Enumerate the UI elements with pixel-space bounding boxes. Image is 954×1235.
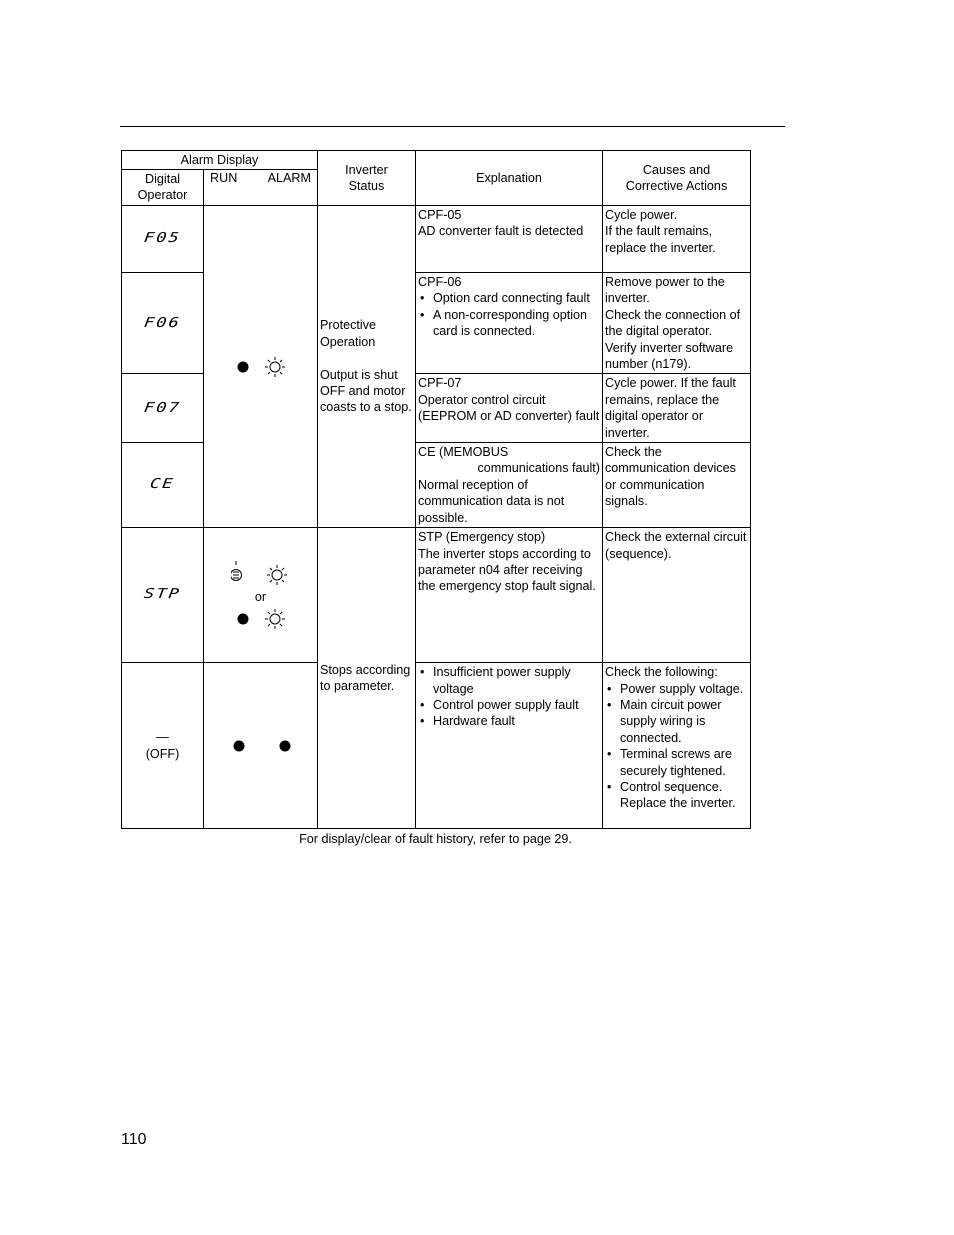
- fault-code: F05: [143, 230, 182, 247]
- page-number: 110: [121, 1131, 147, 1148]
- causes-off: [603, 663, 751, 829]
- explanation-header: Explanation: [416, 151, 603, 206]
- code-cell: [122, 443, 204, 528]
- causes-tail: Replace the inverter.: [620, 796, 736, 811]
- list-item: • Hardware fault: [418, 713, 600, 729]
- code-cell: [122, 528, 204, 663]
- causes-stp: Check the external circuit (sequence).: [603, 528, 751, 663]
- lamp-cell: [204, 663, 318, 829]
- fault-code-sub: (OFF): [145, 746, 180, 761]
- run-blink-alarm-flash-lamps: [231, 559, 291, 587]
- explanation-f05: CPF-05 AD converter fault is detected: [416, 206, 603, 273]
- run-lamp-on-icon: [237, 614, 248, 625]
- causes-header: Causes and Corrective Actions: [603, 151, 751, 206]
- alarm-display-header: Alarm Display: [122, 151, 318, 170]
- code-cell: [122, 663, 204, 829]
- list-item: • Terminal screws are securely tightened.: [605, 746, 748, 779]
- explanation-title: CPF-06: [418, 275, 462, 289]
- fault-code: F07: [143, 399, 182, 416]
- causes-title: Check the following:: [605, 665, 718, 680]
- explanation-line: Normal reception of communication data is not possible.: [418, 477, 565, 525]
- or-label: or: [254, 589, 267, 604]
- alarm-flashing-icon: [265, 609, 285, 629]
- table-caption: For display/clear of fault history, refer to page 29.: [299, 832, 572, 846]
- run-lamp-on-icon: [237, 361, 248, 372]
- run-blinking-icon: [231, 561, 242, 581]
- fault-code: STP: [143, 586, 182, 603]
- list-item: • Insufficient power supply voltage: [418, 664, 600, 697]
- top-rule: [120, 126, 785, 127]
- inverter-status-header: Inverter Status: [318, 151, 416, 206]
- fault-code: —: [156, 730, 169, 745]
- code-cell: [122, 273, 204, 374]
- explanation-f06: [416, 273, 603, 374]
- alarm-table: [121, 150, 751, 829]
- causes-f05: Cycle power. If the fault remains, replace the inverter.: [603, 206, 751, 273]
- list-item: • A non-corresponding option card is connected.: [418, 307, 600, 340]
- explanation-off: [416, 663, 603, 829]
- list-item: • Control power supply fault: [418, 697, 600, 713]
- lamp-cell: [204, 528, 318, 663]
- fault-code: CE: [149, 476, 176, 493]
- alarm-flashing-icon: [267, 565, 287, 585]
- run-lamp-icon: [233, 740, 244, 751]
- code-cell: [122, 206, 204, 273]
- causes-ce: Check the communication devices or communication signals.: [603, 443, 751, 528]
- run-alarm-header: [204, 170, 318, 206]
- causes-f06: Remove power to the inverter. Check the connection of the digital operator. Verify inverter software number (n179).: [603, 273, 751, 374]
- lamp-cell: [204, 206, 318, 528]
- causes-f07: Cycle power. If the fault remains, replace the digital operator or inverter.: [603, 374, 751, 443]
- list-item: • Control sequence.: [605, 779, 748, 795]
- alarm-lamp-icon: [279, 740, 290, 751]
- list-item: • Power supply voltage.: [605, 681, 748, 697]
- code-cell: [122, 374, 204, 443]
- explanation-stp: STP (Emergency stop) The inverter stops according to parameter n04 after receiving the emergency stop fault signal.: [416, 528, 603, 663]
- alarm-header: ALARM: [267, 171, 311, 185]
- run-alarm-lamps: [231, 607, 291, 631]
- alarm-flashing-icon: [265, 357, 285, 377]
- list-item: • Option card connecting fault: [418, 290, 600, 306]
- run-alarm-lamps-off: [231, 736, 291, 756]
- explanation-f07: CPF-07 Operator control circuit (EEPROM or AD converter) fault: [416, 374, 603, 443]
- explanation-line: communications fault): [477, 461, 600, 476]
- run-alarm-lamps: [231, 355, 291, 379]
- fault-code: F06: [143, 314, 182, 331]
- digital-operator-header: Digital Operator: [122, 170, 204, 206]
- status-stops: Stops according to parameter.: [318, 528, 416, 829]
- status-protective: Protective Operation Output is shut OFF and motor coasts to a stop.: [318, 206, 416, 528]
- list-item: • Main circuit power supply wiring is connected.: [605, 697, 748, 746]
- run-header: RUN: [210, 171, 238, 185]
- explanation-ce: [416, 443, 603, 528]
- explanation-line: CE (MEMOBUS: [418, 445, 509, 460]
